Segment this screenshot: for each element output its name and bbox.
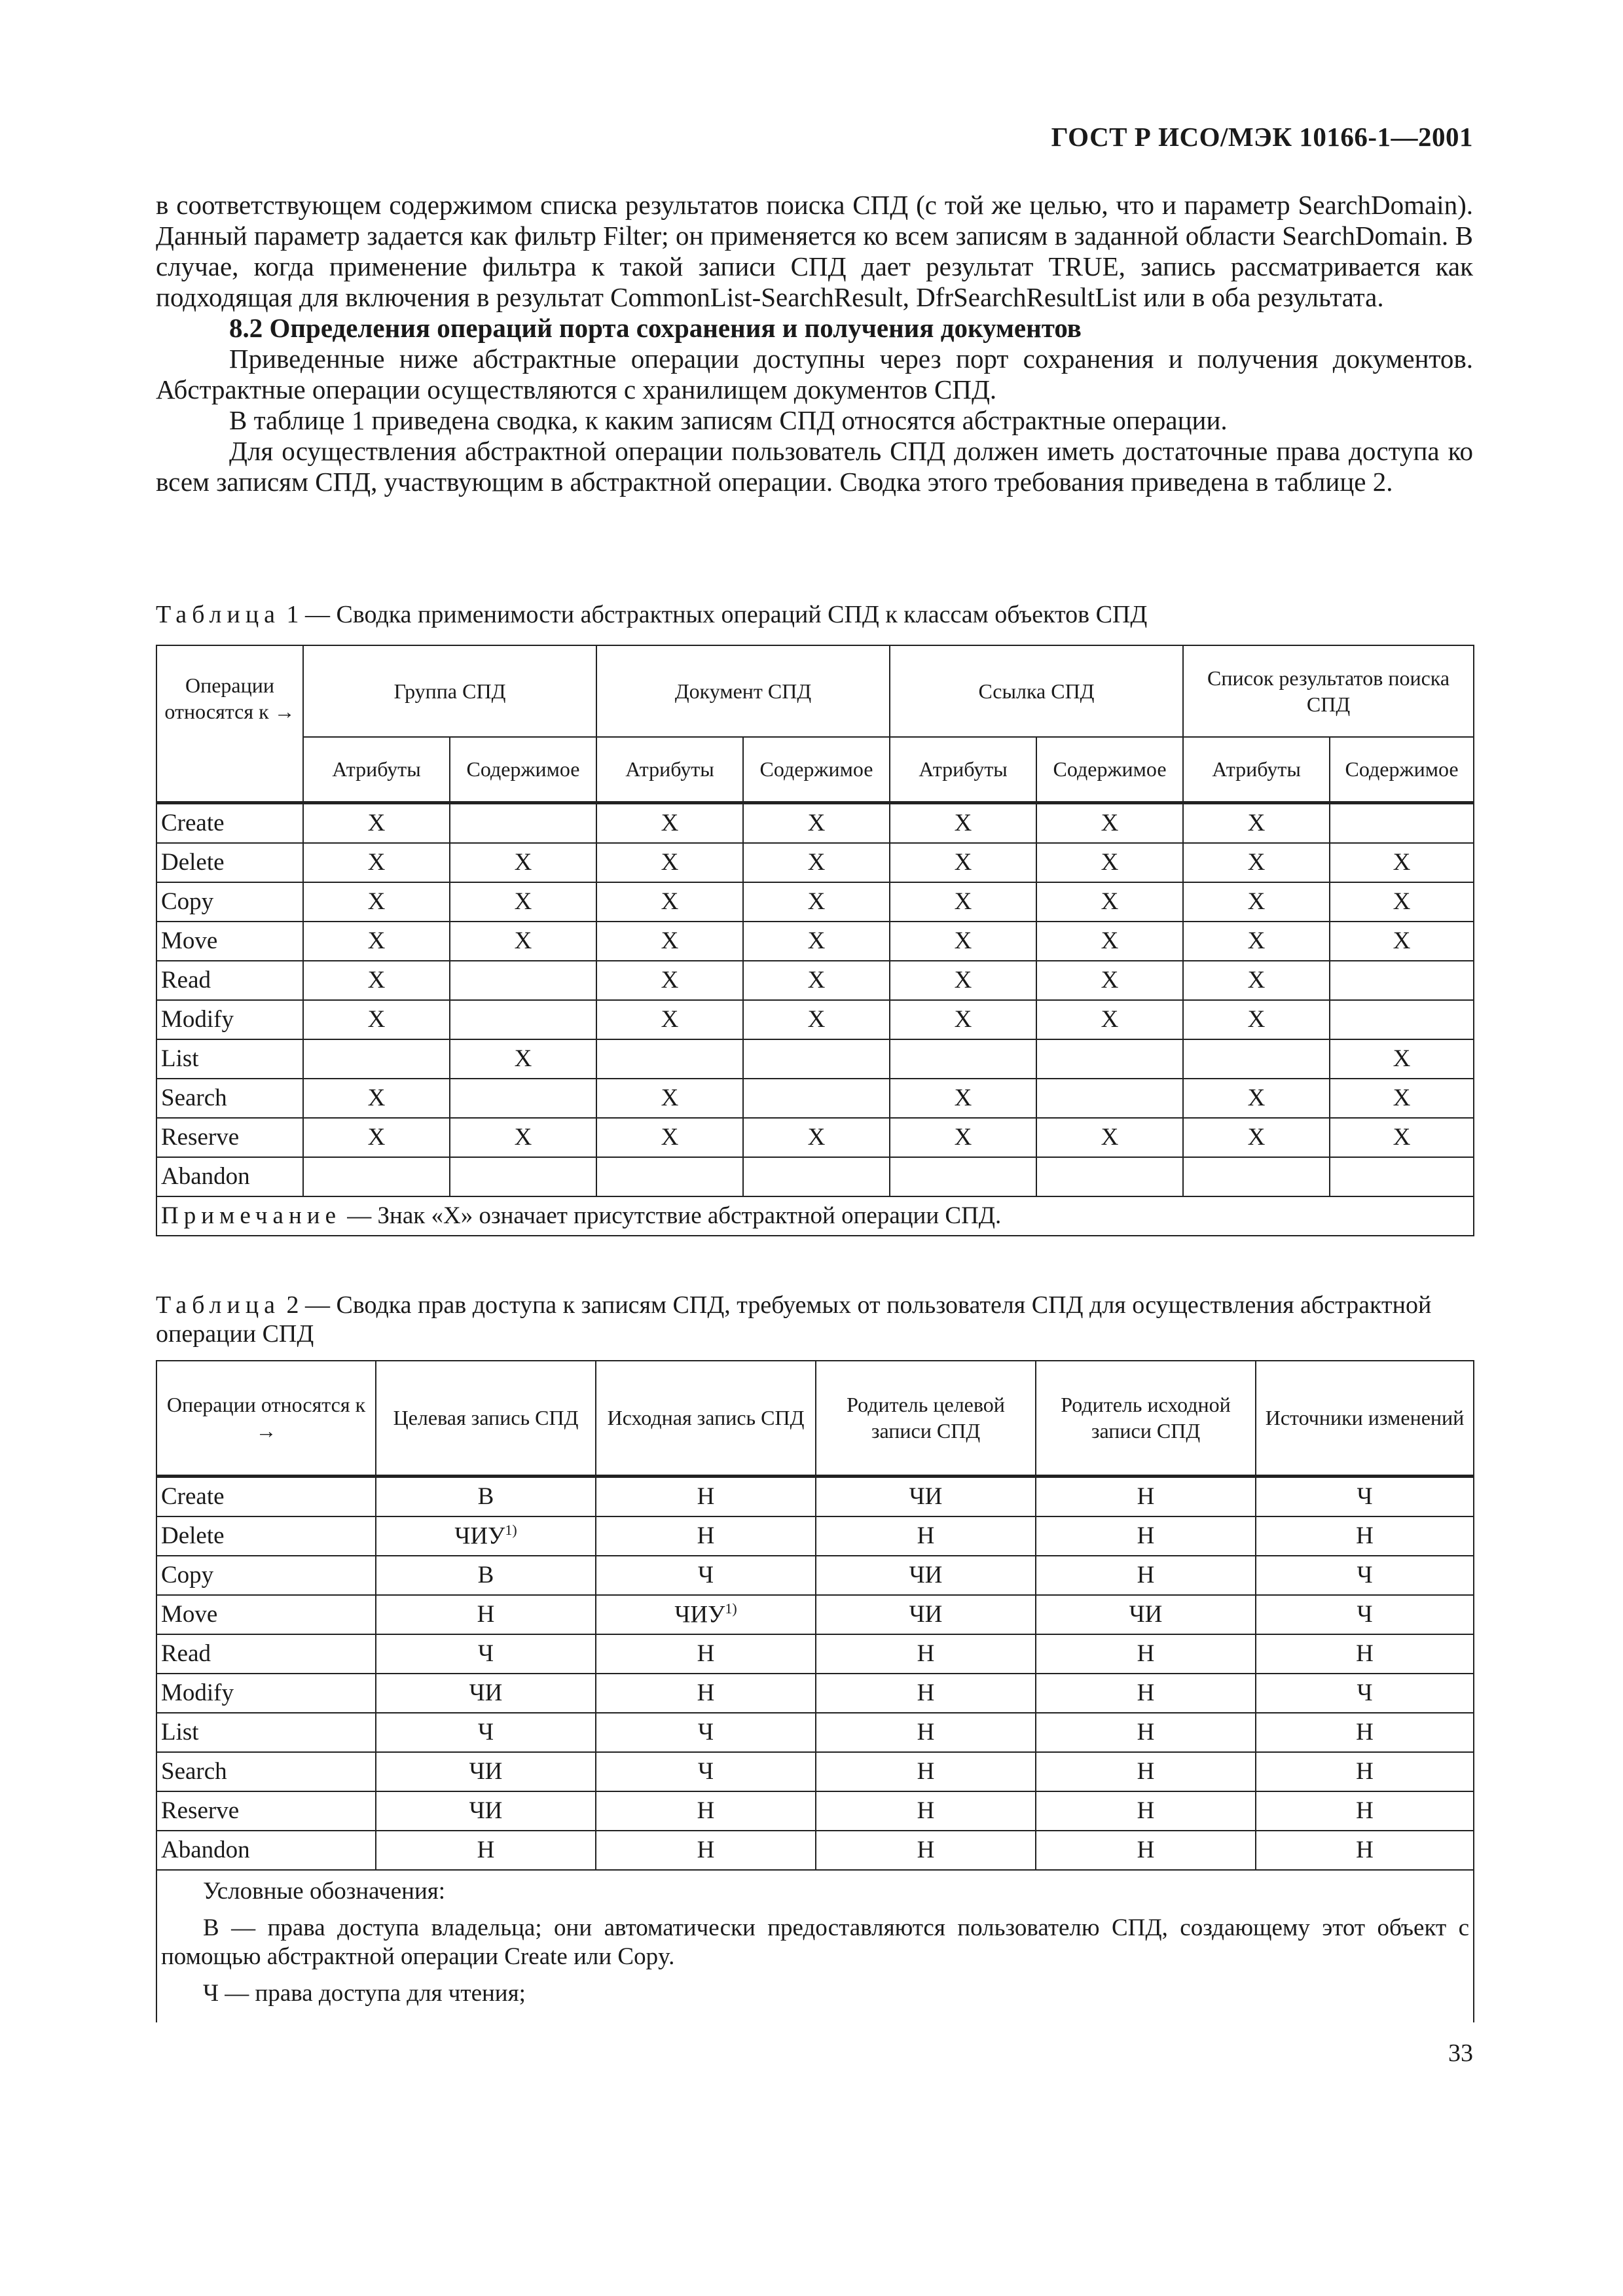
table2-cell [1256, 1595, 1474, 1634]
table2-cell [1036, 1595, 1256, 1634]
table1-corner-header: Операции относятся к → [156, 645, 303, 802]
table1-cell: X [450, 1118, 596, 1157]
table1-cell: X [303, 1079, 450, 1118]
table2-cell-value: Ч [1357, 1562, 1373, 1588]
table-row [156, 1039, 1474, 1079]
table2-cell [816, 1713, 1036, 1752]
table1-note-label: Примечание [161, 1202, 341, 1229]
table2-cell [596, 1556, 816, 1595]
table2-cell [816, 1831, 1036, 1870]
table1-cell: X [303, 802, 450, 843]
table2-cell-value: ЧИ [469, 1679, 503, 1706]
table1-cell: X [596, 961, 743, 1000]
table1-cell [596, 1039, 743, 1079]
table2-cell [816, 1595, 1036, 1634]
table-row [156, 961, 1474, 1000]
table-row [156, 1634, 1474, 1674]
table2-cell-value: Н [1137, 1758, 1155, 1785]
table1-cell: X [596, 802, 743, 843]
table2-cell-value: Н [1137, 1837, 1155, 1863]
table-row [156, 1079, 1474, 1118]
table1-cell: X [890, 1079, 1036, 1118]
table1-cell: X [1183, 802, 1330, 843]
table2-cell [376, 1556, 596, 1595]
table2-cell-value: Н [1356, 1758, 1374, 1785]
table1-operation-name: Create [156, 802, 303, 843]
table1-cell [450, 961, 596, 1000]
table2-cell-value: ЧИ [1129, 1601, 1163, 1628]
table-row [156, 1752, 1474, 1791]
table2-operation-name: Delete [156, 1516, 376, 1556]
table2-cell [376, 1516, 596, 1556]
table-row [156, 1118, 1474, 1157]
table1-cell [1330, 961, 1474, 1000]
table1-subheader: Содержимое [1036, 737, 1183, 802]
table1-cell: X [890, 1000, 1036, 1039]
table2-cell [376, 1476, 596, 1516]
table-row [156, 882, 1474, 922]
table1-cell [1330, 1000, 1474, 1039]
table1-note-row [156, 1196, 1474, 1236]
table1-cell: X [1036, 843, 1183, 882]
table2-cell [596, 1752, 816, 1791]
table2-cell-value: Н [477, 1601, 495, 1628]
table2-cell-value: Н [1137, 1483, 1155, 1510]
table2-cell [1036, 1752, 1256, 1791]
table1-cell: X [450, 922, 596, 961]
table2-cell-value: Ч [697, 1719, 714, 1746]
table1-cell: X [303, 882, 450, 922]
table-row [156, 1713, 1474, 1752]
table2-cell [1036, 1713, 1256, 1752]
table1-cell: X [1330, 1118, 1474, 1157]
table2-cell-value: ЧИ [469, 1797, 503, 1824]
table1-note-text: — Знак «Х» означает присутствие абстрактной операции СПД. [347, 1202, 1002, 1229]
table2-cell [816, 1556, 1036, 1595]
table2-operation-name: Modify [156, 1674, 376, 1713]
table1-cell: X [743, 1118, 890, 1157]
table2-cell [1036, 1674, 1256, 1713]
table1-cell [890, 1157, 1036, 1196]
table2-cell-value: Н [697, 1483, 715, 1510]
table2-cell-value: Н [1356, 1522, 1374, 1549]
table1-cell: X [596, 882, 743, 922]
table2-cell-value: Н [477, 1837, 495, 1863]
table1-cell: X [596, 843, 743, 882]
table2-cell [596, 1476, 816, 1516]
table2-cell [596, 1713, 816, 1752]
table1-cell [743, 1157, 890, 1196]
table2-cell-value: Ч [697, 1562, 714, 1588]
table-row [156, 843, 1474, 882]
table1-caption-label: Таблица [156, 601, 281, 628]
table2-operation-name: Abandon [156, 1831, 376, 1870]
table1-cell: X [596, 1118, 743, 1157]
table1-cell [450, 1079, 596, 1118]
table2-cell [596, 1674, 816, 1713]
table1-cell [303, 1039, 450, 1079]
table1-group-header: Документ СПД [596, 645, 890, 737]
table2-cell [1036, 1791, 1256, 1831]
table1-cell: X [450, 882, 596, 922]
footnote-mark: 1) [725, 1600, 737, 1617]
table2-caption-label: Таблица [156, 1291, 281, 1319]
table1-operation-name: Move [156, 922, 303, 961]
table2-legend-owner-rights: В — права доступа владельца; они автоматически предоставляются пользователю СПД, создающему этот объект с помощью абстрактной операции Create или Copy. [161, 1914, 1469, 1970]
table2-caption [156, 1291, 1473, 1348]
table2-cell [376, 1791, 596, 1831]
table1-group-header-row [156, 645, 1474, 737]
table1-subheader: Содержимое [743, 737, 890, 802]
table2-cell-value: ЧИ [909, 1562, 943, 1588]
table1-note [156, 1196, 1474, 1236]
body-text [156, 190, 1473, 497]
table1-caption-text: 1 — Сводка применимости абстрактных операций СПД к классам объектов СПД [286, 601, 1148, 628]
table1-cell: X [596, 1079, 743, 1118]
table-row [156, 802, 1474, 843]
page-header-standard-title: ГОСТ Р ИСО/МЭК 10166-1—2001 [1051, 122, 1473, 152]
table2-cell-value: Н [1137, 1522, 1155, 1549]
table1-cell [303, 1157, 450, 1196]
table2-header: Исходная запись СПД [596, 1361, 816, 1476]
table2-header: Целевая запись СПД [376, 1361, 596, 1476]
table1-cell: X [303, 1000, 450, 1039]
table2-cell [596, 1831, 816, 1870]
table2-cell [376, 1752, 596, 1791]
table1-subheader: Содержимое [450, 737, 596, 802]
table2-cell-value: В [477, 1562, 494, 1588]
table2-operation-name: Read [156, 1634, 376, 1674]
table1-cell: X [1330, 1039, 1474, 1079]
table1-cell [743, 1079, 890, 1118]
table1-subheader-row [156, 737, 1474, 802]
table1-subheader: Атрибуты [596, 737, 743, 802]
table1-cell: X [303, 1118, 450, 1157]
footnote-mark: 1) [505, 1521, 517, 1538]
table2-cell [1036, 1516, 1256, 1556]
table1-cell: X [450, 843, 596, 882]
table2-cell [816, 1791, 1036, 1831]
table2-cell [816, 1634, 1036, 1674]
table1-cell: X [1183, 1079, 1330, 1118]
paragraph-table1-ref: В таблице 1 приведена сводка, к каким записям СПД относятся абстрактные операции. [229, 405, 1228, 435]
table-row [156, 922, 1474, 961]
table2-cell [1256, 1831, 1474, 1870]
table2-cell [1256, 1556, 1474, 1595]
table1-cell: X [1183, 1118, 1330, 1157]
table1-cell [1036, 1079, 1183, 1118]
table2-cell-value: Ч [1357, 1483, 1373, 1510]
table1-subheader: Атрибуты [890, 737, 1036, 802]
table2-cell-value: Ч [1357, 1679, 1373, 1706]
table2-cell-value: Н [1137, 1640, 1155, 1667]
table1-operation-name: Abandon [156, 1157, 303, 1196]
table2-cell [596, 1634, 816, 1674]
table2-cell [1256, 1516, 1474, 1556]
table2-cell [376, 1831, 596, 1870]
table2-cell-value: Ч [697, 1758, 714, 1785]
table2-cell [376, 1713, 596, 1752]
table-row [156, 1556, 1474, 1595]
table2-cell-value: Н [1356, 1797, 1374, 1824]
table1-operation-name: Modify [156, 1000, 303, 1039]
table2-cell-value: Н [1137, 1719, 1155, 1746]
table2-cell-value: Н [917, 1758, 935, 1785]
table2-access-rights [156, 1360, 1474, 2022]
table2-cell [1256, 1713, 1474, 1752]
table1-cell [1036, 1157, 1183, 1196]
table2-cell-value: Н [1356, 1719, 1374, 1746]
table1-cell: X [1036, 802, 1183, 843]
table-row [156, 1000, 1474, 1039]
table2-cell-value: Н [697, 1522, 715, 1549]
table1-subheader: Атрибуты [1183, 737, 1330, 802]
table2-cell-value: Ч [477, 1719, 494, 1746]
table1-cell [1036, 1039, 1183, 1079]
table1-cell: X [1036, 922, 1183, 961]
table1-operation-name: Copy [156, 882, 303, 922]
table2-cell [376, 1595, 596, 1634]
table2-legend-read-rights: Ч — права доступа для чтения; [203, 1979, 526, 2007]
table1-cell: X [890, 961, 1036, 1000]
table2-cell-value: Н [917, 1719, 935, 1746]
table1-caption [156, 600, 1473, 629]
table1-cell: X [1183, 843, 1330, 882]
table2-cell [1256, 1674, 1474, 1713]
table2-legend [156, 1870, 1474, 2022]
table-row [156, 1791, 1474, 1831]
table1-cell [890, 1039, 1036, 1079]
table2-header: Родитель целевой записи СПД [816, 1361, 1036, 1476]
table1-cell: X [596, 1000, 743, 1039]
table2-header: Источники изменений [1256, 1361, 1474, 1476]
table1-cell: X [1036, 882, 1183, 922]
table2-cell-value: Ч [1357, 1601, 1373, 1628]
table2-cell-value: Н [697, 1837, 715, 1863]
table1-cell: X [303, 922, 450, 961]
table1-operation-name: Search [156, 1079, 303, 1118]
table1-cell: X [890, 843, 1036, 882]
table2-cell-value: Н [917, 1837, 935, 1863]
table1-operation-name: List [156, 1039, 303, 1079]
table1-cell [1330, 802, 1474, 843]
table2-cell [816, 1752, 1036, 1791]
table1-cell: X [743, 1000, 890, 1039]
paragraph-access-rights: Для осуществления абстрактной операции пользователь СПД должен иметь достаточные права доступа ко всем записям СПД, участвующим в абстрактной операции. Сводка этого требования приведена в таблице 2. [156, 436, 1473, 497]
table1-operation-name: Read [156, 961, 303, 1000]
table1-cell: X [450, 1039, 596, 1079]
table2-operation-name: Search [156, 1752, 376, 1791]
table2-cell [1256, 1634, 1474, 1674]
table1-cell [1183, 1039, 1330, 1079]
table2-cell-value: Н [917, 1640, 935, 1667]
table2-cell-value: Н [1137, 1562, 1155, 1588]
table2-cell [816, 1516, 1036, 1556]
table2-cell [596, 1791, 816, 1831]
table1-cell [1183, 1157, 1330, 1196]
table2-cell [596, 1595, 816, 1634]
table2-cell [816, 1674, 1036, 1713]
table2-cell-value: Н [917, 1679, 935, 1706]
table-row [156, 1516, 1474, 1556]
table1-operation-name: Reserve [156, 1118, 303, 1157]
table1-cell: X [1330, 1079, 1474, 1118]
table2-header-row [156, 1361, 1474, 1476]
table2-cell-value: ЧИУ [674, 1601, 725, 1628]
table1-cell: X [1183, 882, 1330, 922]
table2-legend-row [156, 1870, 1474, 2022]
table2-cell [1256, 1752, 1474, 1791]
paragraph-operations-intro: Приведенные ниже абстрактные операции доступны через порт сохранения и получения документов. Абстрактные операции осуществляются с хранилищем документов СПД. [156, 344, 1473, 404]
table1-cell [743, 1039, 890, 1079]
table1-cell: X [1183, 1000, 1330, 1039]
table2-cell [1036, 1634, 1256, 1674]
table1-cell: X [1036, 1000, 1183, 1039]
table1-cell: X [890, 1118, 1036, 1157]
table2-cell [376, 1634, 596, 1674]
table1-cell: X [1330, 922, 1474, 961]
table2-operation-name: Create [156, 1476, 376, 1516]
table2-cell-value: Н [917, 1522, 935, 1549]
table1-applicability [156, 645, 1474, 1236]
table2-cell-value: ЧИ [909, 1483, 943, 1510]
table2-caption-text: 2 — Сводка прав доступа к записям СПД, требуемых от пользователя СПД для осуществления абстрактной операции СПД [156, 1291, 1432, 1348]
table2-operation-name: Reserve [156, 1791, 376, 1831]
table2-legend-title: Условные обозначения: [203, 1877, 446, 1905]
table2-cell-value: Н [697, 1640, 715, 1667]
table1-cell: X [743, 882, 890, 922]
table1-cell: X [1183, 961, 1330, 1000]
table1-group-header: Группа СПД [303, 645, 596, 737]
table2-operation-name: List [156, 1713, 376, 1752]
table2-header: Родитель исходной записи СПД [1036, 1361, 1256, 1476]
table-row [156, 1674, 1474, 1713]
table-row [156, 1476, 1474, 1516]
table1-subheader: Атрибуты [303, 737, 450, 802]
table2-cell-value: Н [1137, 1797, 1155, 1824]
table2-cell-value: ЧИУ [454, 1522, 505, 1550]
table1-group-header: Ссылка СПД [890, 645, 1183, 737]
table2-cell-value: Н [697, 1679, 715, 1706]
table1-cell: X [890, 882, 1036, 922]
table1-cell: X [1330, 882, 1474, 922]
table1-cell: X [1036, 961, 1183, 1000]
table1-cell: X [743, 922, 890, 961]
table1-cell: X [743, 843, 890, 882]
table1-cell [450, 1157, 596, 1196]
table2-cell [376, 1674, 596, 1713]
table2-operation-name: Move [156, 1595, 376, 1634]
table1-cell: X [743, 961, 890, 1000]
table1-cell [1330, 1157, 1474, 1196]
table1-group-header: Список результатов поиска СПД [1183, 645, 1474, 737]
table2-cell [1256, 1476, 1474, 1516]
table2-cell [1036, 1476, 1256, 1516]
table1-cell: X [1036, 1118, 1183, 1157]
table1-cell [450, 1000, 596, 1039]
table2-cell-value: Н [1356, 1640, 1374, 1667]
paragraph-searchdomain: в соответствующем содержимом списка результатов поиска СПД (с той же целью, что и параметр SearchDomain). Данный параметр задается как фильтр Filter; он применяется ко всем записям в заданной области SearchDomain. В случае, когда применение фильтра к такой записи СПД дает результат TRUE, запись рассматривается как подходящая для включения в результат CommonList-SearchResult, DfrSearchResultList или в оба результата. [156, 190, 1473, 312]
table2-cell-value: Н [1137, 1679, 1155, 1706]
table1-cell: X [303, 961, 450, 1000]
table2-cell-value: Н [917, 1797, 935, 1824]
table1-cell: X [743, 802, 890, 843]
table2-cell-value: ЧИ [909, 1601, 943, 1628]
table1-cell: X [596, 922, 743, 961]
table1-cell [596, 1157, 743, 1196]
table2-cell-value: В [477, 1483, 494, 1510]
table-row [156, 1157, 1474, 1196]
table2-cell-value: Н [1356, 1837, 1374, 1863]
table-row [156, 1595, 1474, 1634]
table1-cell: X [890, 802, 1036, 843]
table2-cell [816, 1476, 1036, 1516]
table2-cell [1036, 1831, 1256, 1870]
table2-cell [1036, 1556, 1256, 1595]
table1-subheader: Содержимое [1330, 737, 1474, 802]
table2-operation-name: Copy [156, 1556, 376, 1595]
table1-cell: X [1330, 843, 1474, 882]
page-number: 33 [1448, 2039, 1473, 2067]
table1-cell: X [303, 843, 450, 882]
table2-cell-value: Н [697, 1797, 715, 1824]
table2-cell-value: ЧИ [469, 1758, 503, 1785]
table1-cell: X [890, 922, 1036, 961]
table2-cell [596, 1516, 816, 1556]
table1-cell: X [1183, 922, 1330, 961]
table-row [156, 1831, 1474, 1870]
table1-operation-name: Delete [156, 843, 303, 882]
table2-cell [1256, 1791, 1474, 1831]
section-heading-8-2: 8.2 Определения операций порта сохранения и получения документов [229, 313, 1082, 343]
table2-corner-header: Операции относятся к → [156, 1361, 376, 1476]
table2-cell-value: Ч [477, 1640, 494, 1667]
table1-cell [450, 802, 596, 843]
